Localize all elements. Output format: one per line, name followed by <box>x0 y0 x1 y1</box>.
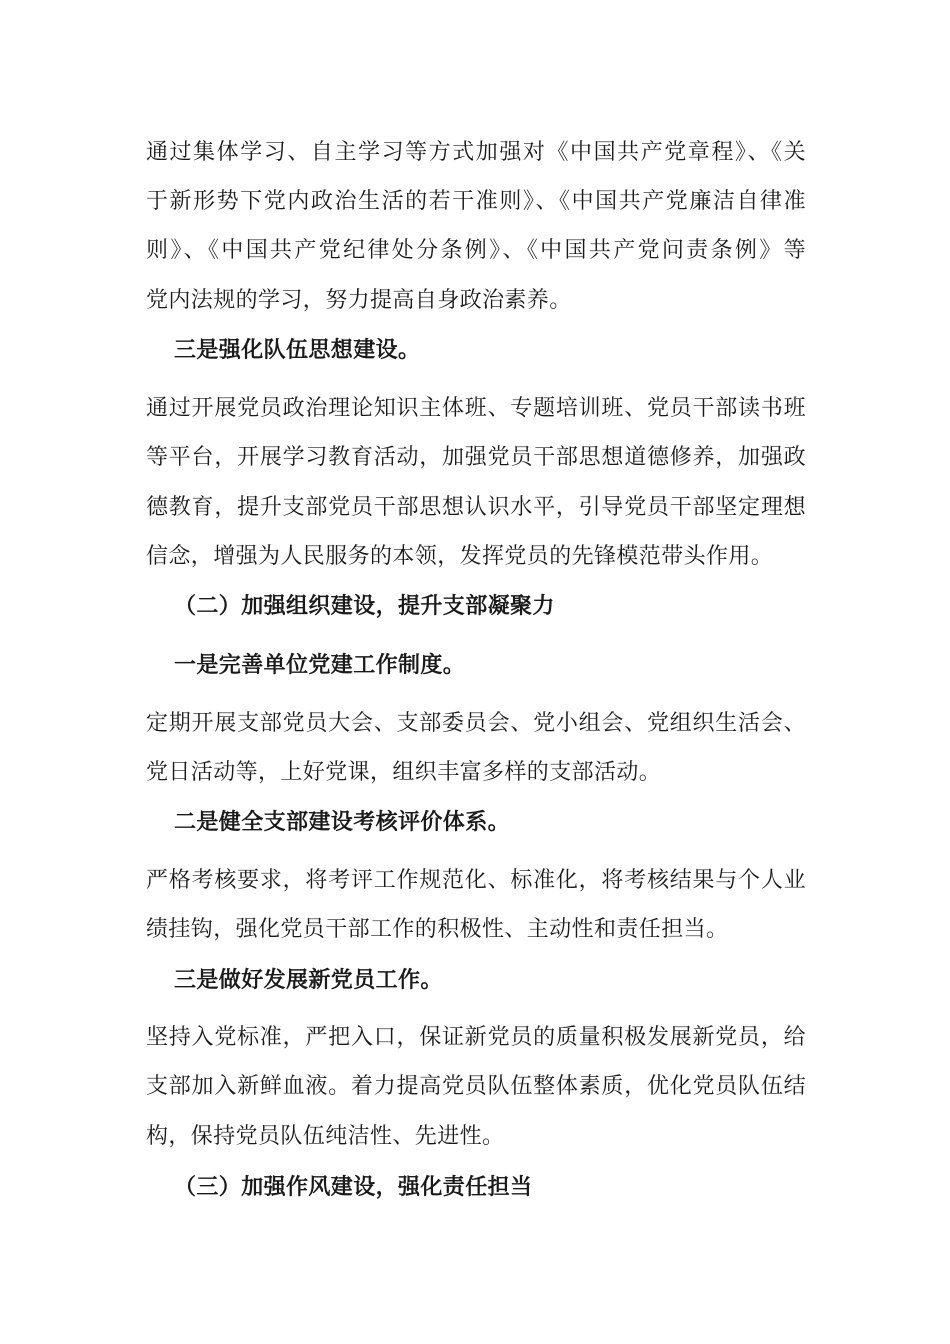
paragraph-line: 严格考核要求，将考评工作规范化、标准化，将考核结果与个人业 <box>146 868 806 893</box>
subheading: 一是完善单位党建工作制度。 <box>174 653 466 678</box>
paragraph-line: 德教育，提升支部党员干部思想认识水平，引导党员干部坚定理想 <box>146 495 806 520</box>
section-heading: （三）加强作风建设，强化责任担当 <box>174 1175 533 1200</box>
paragraph-line: 党内法规的学习，努力提高自身政治素养。 <box>146 288 572 313</box>
paragraph-line: 构，保持党员队伍纯洁性、先进性。 <box>146 1124 505 1149</box>
paragraph-line: 通过集体学习、自主学习等方式加强对《中国共产党章程》、《关 <box>146 140 806 165</box>
paragraph-line: 信念，增强为人民服务的本领，发挥党员的先锋模范带头作用。 <box>146 544 774 569</box>
subheading: 二是健全支部建设考核评价体系。 <box>174 810 511 835</box>
section-heading: （二）加强组织建设，提升支部凝聚力 <box>174 594 555 619</box>
paragraph-line: 则》、《中国共产党纪律处分条例》、《中国共产党问责条例》等 <box>146 238 806 263</box>
paragraph-line: 于新形势下党内政治生活的若干准则》、《中国共产党廉洁自律准 <box>146 189 806 214</box>
paragraph-line: 支部加入新鲜血液。着力提高党员队伍整体素质，优化党员队伍结 <box>146 1074 806 1099</box>
paragraph-line: 通过开展党员政治理论知识主体班、专题培训班、党员干部读书班 <box>146 396 806 421</box>
subheading: 三是强化队伍思想建设。 <box>174 338 421 363</box>
paragraph-line: 坚持入党标准，严把入口，保证新党员的质量积极发展新党员，给 <box>146 1025 806 1050</box>
paragraph-line: 绩挂钩，强化党员干部工作的积极性、主动性和责任担当。 <box>146 917 729 942</box>
paragraph-line: 党日活动等，上好党课，组织丰富多样的支部活动。 <box>146 760 662 785</box>
paragraph-line: 等平台，开展学习教育活动，加强党员干部思想道德修养，加强政 <box>146 445 806 470</box>
subheading: 三是做好发展新党员工作。 <box>174 968 443 993</box>
paragraph-line: 定期开展支部党员大会、支部委员会、党小组会、党组织生活会、 <box>146 711 806 736</box>
